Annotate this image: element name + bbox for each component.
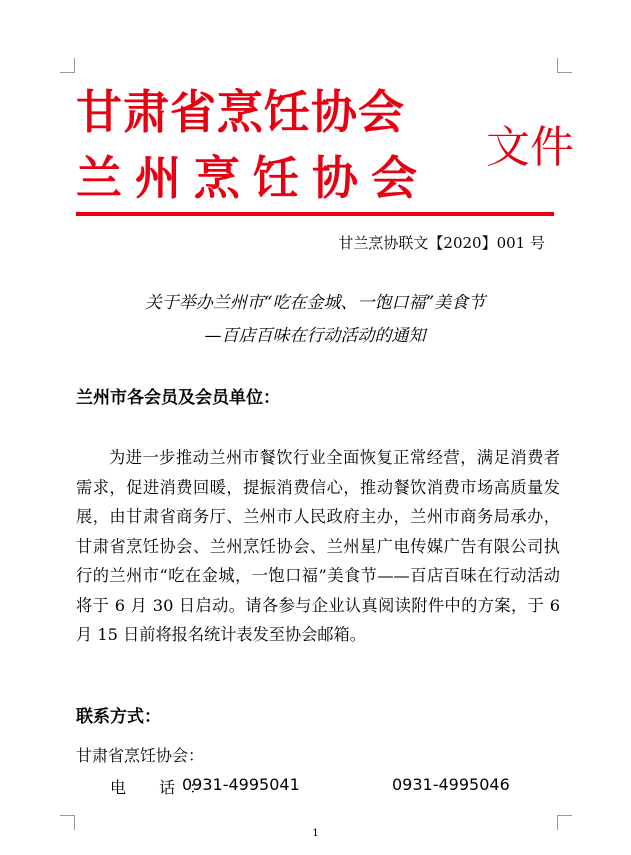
contact-organization: 甘肃省烹饪协会：	[76, 746, 205, 765]
notice-title-line2: —百店百味在行动活动的通知	[204, 326, 426, 346]
phone-number-2: 0931-4995046	[392, 775, 510, 794]
salutation: 兰州市各会员及会员单位：	[76, 388, 280, 408]
body-paragraph: 为进一步推动兰州市餐饮行业全面恢复正常经营，满足消费者需求，促进消费回暖，提振消费信心，推动餐饮消费市场高质量发展，由甘肃省商务厅、兰州市人民政府主办，兰州市商务局承办，甘肃省烹饪协会、兰州烹饪协会、兰州星广电传媒广告有限公司执行的兰州市“吃在金城，一饱口福”美食节——百店百味在行动活动将于 6 月 30 日启动。请各参与企业认真阅读附件中的方案，于 6 月 15 日前将报名统计表发至协会邮箱。	[76, 448, 560, 644]
notice-title-line1: 关于举办兰州市“吃在金城、一饱口福”美食节	[144, 293, 486, 313]
crop-mark-top-right	[557, 58, 572, 73]
crop-mark-top-left	[60, 58, 75, 73]
header-document-word: 文件	[486, 122, 574, 173]
page-number: 1	[312, 828, 319, 839]
header-org-line2: 兰州烹饪协会	[76, 151, 430, 205]
phone-number-1: 0931-4995041	[182, 775, 300, 794]
contact-heading: 联系方式：	[76, 707, 161, 727]
document-number: 甘兰烹协联文【2020】001 号	[338, 234, 545, 252]
phone-label: 电 话：	[110, 778, 220, 797]
red-header-rule	[76, 212, 554, 216]
header-org-line1: 甘肃省烹饪协会	[76, 85, 405, 139]
